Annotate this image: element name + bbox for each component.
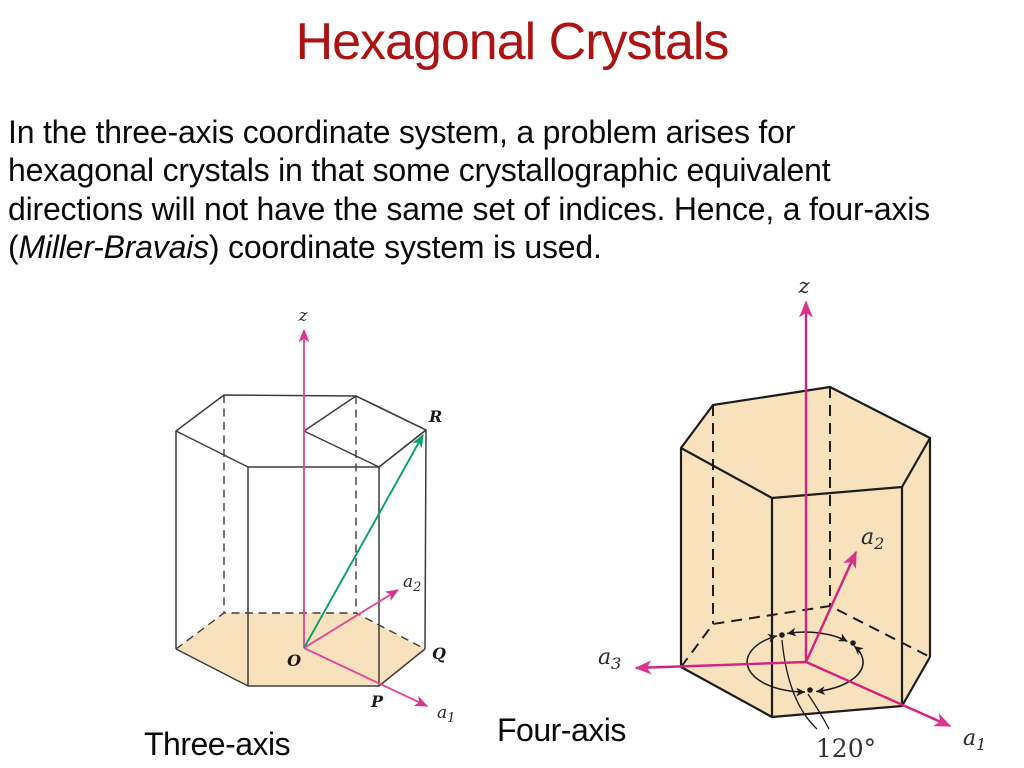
body-line-4-pre: ( — [8, 228, 19, 265]
right-a3-label — [598, 645, 621, 673]
left-a1-base: a — [437, 703, 448, 723]
left-hidden-edges — [176, 395, 425, 649]
right-a2-base: a — [861, 525, 875, 550]
left-z-label: z — [298, 306, 308, 326]
arc-dot-1 — [779, 632, 785, 638]
right-a3-sub: 3 — [611, 654, 622, 673]
four-axis-figure — [598, 274, 986, 763]
body-line-3: directions will not have the same set of indices. Hence, a four-axis — [8, 190, 930, 227]
right-a1-label — [963, 726, 986, 754]
right-a1-base: a — [963, 726, 977, 751]
angle-120-label: 120° — [815, 734, 877, 763]
left-q-label: Q — [432, 644, 446, 663]
left-top-face — [176, 395, 426, 467]
right-a2-sub: 2 — [874, 534, 885, 553]
three-axis-figure — [176, 306, 455, 726]
right-a3-base: a — [598, 645, 612, 670]
body-line-4-post: ) coordinate system is used. — [208, 228, 602, 265]
body-line-2: hexagonal crystals in that some crystallographic equivalent — [8, 152, 831, 189]
right-a1-sub: 1 — [976, 735, 987, 754]
left-r-label: R — [429, 407, 443, 426]
arc-dot-3 — [807, 687, 813, 693]
left-a2-sub: 2 — [413, 580, 422, 595]
slide-title: Hexagonal Crystals — [295, 13, 729, 71]
left-a2-label — [403, 572, 421, 595]
four-axis-caption: Four-axis — [497, 712, 626, 748]
left-a1-sub: 1 — [447, 711, 456, 726]
left-bottom-face — [176, 613, 425, 686]
left-unit-cell-rhombus — [304, 396, 426, 467]
body-line-1: In the three-axis coordinate system, a problem arises for — [8, 114, 796, 150]
body-line-4-italic: Miller-Bravais — [18, 228, 209, 265]
three-axis-caption: Three-axis — [144, 726, 291, 762]
left-front-edge-4 — [425, 430, 426, 649]
right-z-label: z — [798, 274, 810, 298]
left-origin-label: O — [287, 651, 301, 670]
left-a1-label — [437, 703, 455, 726]
arc-dot-2 — [850, 640, 856, 646]
left-p-label: P — [370, 692, 384, 711]
left-a2-base: a — [403, 572, 414, 592]
